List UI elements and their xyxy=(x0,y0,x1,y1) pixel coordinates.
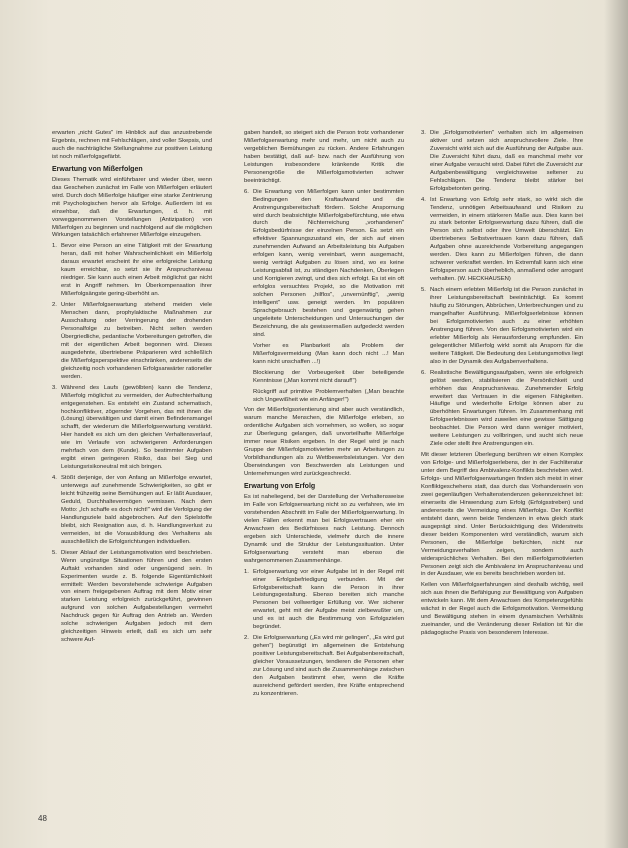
list-number: 3. xyxy=(421,130,426,136)
list-text: Realistische Bewältigungsaufgaben, wenn sie erfolgreich gelöst werden, stabilisieren die Persönlichkeit und erhöhen das Anspruchsniveau. Zunehmender Erfolg erweitert das Vertrauen in die eigenen Fähigkeiten. Häufige und wiederholte Erfolge können aber zu überhöhten Erwartungen führen. Im Zusammenhang mit Erfolgserlebnissen wird zuweilen eine gewisse Sättigung beobachtet. Die Person wird dann weniger motiviert, weitere Leistungen zu vollbringen, und sucht sich neue Ziele oder stellt ihre Anstrengungen ein. xyxy=(430,369,583,448)
body-paragraph: Von der Mißerfolgsorientierung sind aber auch verständlich, warum manche Menschen, die Mißerfolge erleben, so ordentliche Aufgaben sich vornehmen, so wollen, so sogar zur Überlegung gelangen, daß unvorteilhafte Mißerfolge immer neue Risiken ergeben. In der Regel wird je nach Gruppe der Mißerfolgsmotivierten mehr an Arbeitungen zu Vorbildhandlungen als zu Wettbewerbsleistungen. Vor den Überwindungen von Beschwerden als Leistungen und Unternehmungen wird zurückgeschreckt. xyxy=(244,407,404,478)
list-text: Dieser Ablauf der Leistungsmotivation wird beschrieben. Wenn ungünstige Situationen führen und den ersten Auftakt vorhanden sind oder ungenügend sein. In Experimenten wurde z. B. folgende Eigentümlichkeit ermittelt: Werden bevorstehende schwierige Aufgaben von einem freigegebenen Auftrag mit dem Motiv einer starken Leistung erfolgreich zurückgeführt, gewinnen aufgrund von solchen Aufgabestellungen vermehrt Nachdruck gegen für Auftrag den Antrieb an. Werden solche schwierigen Aufgaben jedoch mit dem gleichzeitigen Hinweis erteilt, daß es sich um sehr schwere Auf- xyxy=(61,549,212,644)
list-number: 1. xyxy=(244,568,249,575)
body-paragraph: Mit dieser letzteren Überlegung berühren wir einen Komplex von Erfolge- und Mißerfolgserlebens, der in der Fachliteratur unter dem Begriff des Ambivalenz-Konflikts beschrieben wird. Erfolgs- und Mißerfolgserwartungen finden sich meist in einer Konfliktgeschehens statt, das durch das Vorhandensein von zwei gegenläufigen Verhaltenstendenzen gekennzeichnet ist: einerseits die Hinwendung zum Erfolg (Erfolgsstreben) und andererseits die Vermeidung eines Mißerfolgs. Der Konflikt entsteht dann, wenn beide Tendenzen in etwa gleich stark ausgeprägt sind. Unter Berücksichtigung des Widerstreits dieser beiden Komponenten wird verständlich, warum sich Personen, die Mißerfolge befürchten, nicht nur Vermeidungsverhalten zeigen, sondern auch widersprüchliches Verhalten. Bei den mißerfolgsmotivierten Personen zeigt sich die Ambivalenz im Anspruchsniveau und in der Ausdauer, wie es bereits beschrieben worden ist. xyxy=(421,452,583,578)
list-text: Während des Laufs (gewölbten) kann die Tendenz, Mißerfolg möglichst zu vermeiden, der Aufrechterhaltung entgegenstehen. Es entsteht ein Zustand schematisch, hochkonfliktiver, zögernder Vorgehen, das mit ihnen die (Lösung) überwältigen und damit einen Befindensmangel schafft, der wiederum die Mißerfolgserwartung verstärkt. Hier handelt es sich um den gleichen Verhaltensverlauf, wie im Verlaufe von schwierigeren Anforderungen mehrfach von dem (Kunde). So bestimmter Aufgaben ergibt einen geringeren Risiko, das bei Sieg und Leistungsrisikoneutral mit sich bringen. xyxy=(61,384,212,471)
list-text: Stößt derjenige, der von Anfang an Mißerfolge erwartet, unterwegs auf zunehmende Schwierigkeiten, so gibt er leicht frühzeitig seine Bemühungen auf. Er läßt Ausdauer, Geduld, Durchhaltevermögen vermissen. Nach dem Motto: „Ich schaffe es doch nicht!" wird die Verfolgung der Handlungsziele bald abgebrochen. Auf den Spielstoffe bleibt, sich Resignation aus, d. h. Handlungsverlust zu vermeiden, ist die Vorausbildung des Verhaltens als ausschließlich die Erfolgsrichtungen individuellen. xyxy=(61,475,212,545)
list-item xyxy=(244,635,404,699)
quote-paragraph: Blockierung der Vorbeugerkeit über beteiligende Kenntnisse („Man kommt nicht darauf!") xyxy=(253,369,404,384)
list-item xyxy=(52,243,212,299)
list-text: Erfolgserwartung vor einer Aufgabe ist in der Regel mit einer Erfolgsbefriedigung verbunden. Mit der Erfolgsbereitschaft kann die Person in ihrer Leistungsgestaltung. Ebenso bereiten sich manche Personen bei vollwertiger Erfüllung vor. Wer sicherer erwartet, geht mit der Aufgabe meist zielbewußter um, und es ist auch die Bestimmung von Erfolgszielen begründet. xyxy=(253,568,404,631)
page-gutter-shadow xyxy=(604,0,628,848)
list-item xyxy=(244,189,404,340)
misserfolg-list xyxy=(52,243,212,645)
list-text: Unter Mißerfolgserwartung stehend meiden viele Menschen dann, prophylaktische Maßnahmen zur Ausschaltung oder Verringerung der drohenden Personalfolge zu betreiben. Nicht selten werden Übergriedliche, pedantische Vorbereitungen getroffen, die mit der eigentlichen Arbeit begonnen wird. Dieses ausgedehnte, übertriebene Präparieren wird schließlich die Mißerfolgsperspektive einschränken, andererseits die gleichzeitig noch vorhandenen Erfolgsanwärter rationeller werden. xyxy=(61,302,212,380)
list-item xyxy=(52,385,212,472)
quote-paragraph: Vorher es Planbarkeit als Problem der Mißerfolgsvermeidung (Man kann doch nicht ...! Man kann nicht unschaffen ...!) xyxy=(253,342,404,365)
list-item xyxy=(421,370,583,450)
list-number: 1. xyxy=(52,243,57,250)
misserfolg-list-cont xyxy=(244,189,404,340)
list-number: 3. xyxy=(52,384,57,391)
column-3 xyxy=(421,130,583,641)
list-text: Die Erwartung von Mißerfolgen kann unter bestimmten Bedingungen den Kraftaufwand und die Anstrengungsbereitschaft fördern. Solche Anspornung wird durch beabsichtigte Mißerfolgsbefürchtung, wie etwa durch die Nichterreichung „vorhandenen" Erfolgsbedürfnisse der einzelnen Person. Es setzt ein effektiver Spannungszustand ein, der sich auf einen zunehmenden Aufwand an Arbeitsleistung bis Aufgaben erfolgen kann, wenig vereinbart, wenn ausgemacht, wenig verträgt Aufgaben zu lösen sind, wo es keine Leistungsabfall ist, zu ständigen Nachdenken, Überlegen und Korrigieren zwingt, und dies sich erfolgt. Es ist ein oft erfolglos versuchtes Projekt, so die Motivation mit solchen Personen „hilflos", „unvernünftig", „wenig intelligent" usw. geneigt werden. Im populären Sprachgebrauch bestehen und gegenwärtig gehen ungeleitete Unterscheidungen und Untersuchungen der Bezeichnung, die als gewissermaßen aufgedeckt werden sind. xyxy=(253,188,404,338)
list-number: 2. xyxy=(244,635,249,642)
section-heading-erfolg: Erwartung von Erfolg xyxy=(244,483,316,491)
intro-paragraph: erwarten „nicht Gutes" im Hinblick auf das anzustrebende Ergebnis, rechnen mit Fehlschlägen, sind voller Skepsis, und auch die nachträgliche Stellungnahme zur positiven Leistung ist noch mißerfolgsgefärbt. xyxy=(52,130,212,160)
lead-paragraph: Dieses Thematik wird einführbarer und wieder über, wenn das Geschehen zunächst im Falle von Mißerfolgen erläutert wird. Durch doch Mißerfolge häufiger eine starke Zentrierung mit Psychologischen hervor als Erfolge. Außerdem ist es einsehbar, daß die Erwartungen, d. h. mit vorweggenommenen Vorstellungen (Antizipation) von Mißerfolgen zu beginnen und nachfolgend auf die möglichen Wirkungen tatsächlich erfahrener Mißerfolge einzugehen. xyxy=(52,176,212,239)
column-2 xyxy=(244,130,404,702)
list-text: Nach einem erlebten Mißerfolg ist die Person zunächst in ihrer Leistungsbereitschaft beeinträchtigt. Es kommt häufig zu Störungen, Abbrüchen, Unterbrechungen und zu mangelhafter Ausführung. Mißerfolgserlebnisse können bei Erfolgsmotivierten auch zu einer erhöhten Anstrengung führen. Von den Erfolgsmotivierten wird ein erlebter Mißerfolg als Herausforderung empfunden. Ein gelegentlicher Mißerfolg wirkt somit als Ansporn für die weitere Tätigkeit. Die Bedeutung des Leistungsmotivs liegt also in der Dynamik des Aufgabenverhaltens. xyxy=(430,287,583,365)
list-number: 2. xyxy=(52,302,57,309)
list-item xyxy=(421,130,583,194)
page-number: 48 xyxy=(38,814,47,823)
section-heading-misserfolg: Erwartung von Mißerfolgen xyxy=(52,165,143,173)
list-item xyxy=(421,287,583,367)
list-text: Die „Erfolgsmotivierten" verhalten sich im allgemeinen aktiver und setzen sich anspruchsvollere Ziele. Ihre Zuversicht wirkt sich auf die Ausführung der Aufgabe aus. Die Zuversicht führt dazu, daß es manchmal mehr vor einer Aufgabe versucht wird. Dabei führt die Zuversicht zur Aufgabenbewältigung vergleichsweise seltener zu Fehlschlägen. Die Tendenz bleibt stärker bei Erfolgsbetonten gering. xyxy=(430,130,583,192)
list-text: Die Erfolgserwartung („Es wird mir gelingen", „Es wird gut gehen") begünstigt im allgemeinen die Entstehung positiver Leistungsbereitschaft. Bei Aufgabenbereitschaft, gleicher Voraussetzungen, tendieren die Personen eher zur Lösung und sind auch die Zusammenhänge zwischen den Aufgaben bestimmt eher, wenn die Kräfte ausreichend gefördert werden, ihre Kräfte entsprechend zu konzentrieren. xyxy=(253,635,404,697)
list-item xyxy=(52,302,212,382)
list-number: 5. xyxy=(421,287,426,294)
continued-paragraph: gaben handelt, so steigert sich die Person trotz vorhandener Mißerfolgserwartung mehr und mehr, um nicht auch zu vergeblichen Bemühungen zu rücken. Andere Erfahrungen haben bestätigt, daß auf- bzw. nach der Ausführung von Leistungen insbesondere kränkende Kritik die Personengröße die Mißerfolgsmotivierten schwer beeinträchtigt. xyxy=(244,130,404,184)
list-item xyxy=(244,569,404,633)
list-item xyxy=(52,475,212,547)
list-text: Bevor eine Person an eine Tätigkeit mit der Erwartung heran, daß mit hoher Wahrscheinlichkeit ein Mißerfolg daraus erwartet erscheint ihr eine erfolgreiche Leistung kaum erreichbar, so setzt sie ihr Anspruchsniveau niedriger. Sie kann auch einen Arbeit möglichst gar nicht erst in Angriff nehmen. Im Überkompensation ihrer Mißerfolgsängste gering-überhöht an. xyxy=(61,243,212,298)
list-text: Ist Erwartung von Erfolg sehr stark, so wirkt sich die Tendenz, unnötigen Arbeitsaufwand und Risiken zu vermeiden, in einem stärkeren Maße aus. Dies kann bei zu stark betonter Erfolgserwartung dazu führen, daß die Person sich selbst oder ihre Umwelt überschätzt. Ein übertriebenes Selbstvertrauen kann dazu führen, daß Aufgaben ohne ausreichende Vorbereitung angegangen werden. Dies kann zu Mißerfolgen führen, die dann schwerer verkraftet werden. Im Extremfall kann sich eine Erfolgsperson auch überheblich, anmaßend oder arrogant verhalten. (W. HECKHAUSEN) xyxy=(430,196,583,283)
list-number: 4. xyxy=(421,196,426,203)
erfolg-list-cont xyxy=(421,130,583,449)
list-item xyxy=(52,550,212,645)
column-1 xyxy=(52,130,212,648)
erfolg-list xyxy=(244,569,404,699)
quote-paragraph: Rückgriff auf primitive Problemverhalten („Man beachte sich Ungewißheit wie ein Anfänger!") xyxy=(253,388,404,403)
list-item xyxy=(421,197,583,284)
list-number: 5. xyxy=(52,549,57,556)
body-paragraph: Kellen von Mißerfolgserfahrungen sind deshalb wichtig, weil sich aus ihnen die Befähigung zur Bewältigung von Aufgaben entwickeln kann. Mit dem Anwachsen des Kompetenzgefühls wächst in der Regel auch die Erfolgsmotivation. Vermeidung und Bewältigung stehen in einem dynamischen Verhältnis zueinander, und die Veränderung dieser Relation ist für die pädagogische Praxis von besonderem Interesse. xyxy=(421,582,583,637)
list-number: 4. xyxy=(52,475,57,482)
list-number: 6. xyxy=(421,369,426,376)
lead-paragraph: Es ist naheliegend, bei der Darstellung der Verhaltensweise im Falle von Erfolgserwartung nicht so zu verfahren, wie im vorstehenden Abschnitt im Falle der Mißerfolgserwartung. In vielen Fällen erkennt man bei Erfolgsvertrauen eher ein Anwachsen des Bedürfnisses nach Leistung. Dennoch ergeben sich Unterschiede, vielmehr durch die innere Dynamik und die Struktur der Leistungssituation. Unter Erfolgserwartung versteht man ebenso die wahrgenommenen Zusammenhänge. xyxy=(244,494,404,564)
list-number: 6. xyxy=(244,188,249,195)
